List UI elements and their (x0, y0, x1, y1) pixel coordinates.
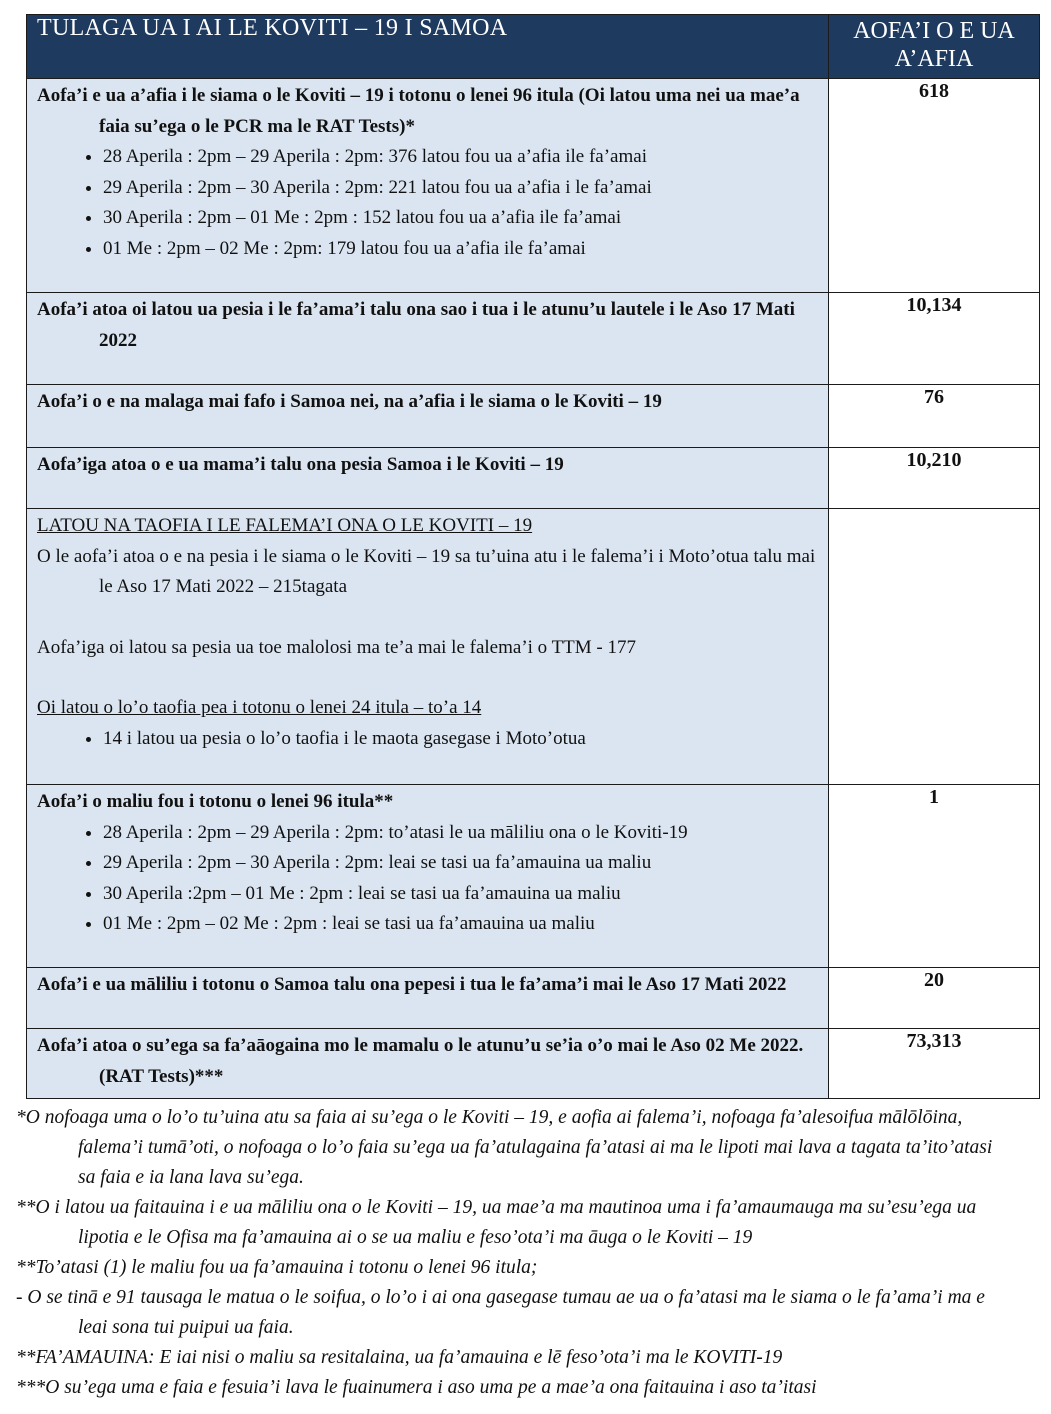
deaths-96h-list (37, 818, 820, 940)
cases-96h-list (37, 142, 820, 264)
table-row (27, 968, 1040, 1029)
footnote: ***O su’ega uma e faia e fesuia’i lava le fuainumera i aso uma pe a mae’a ona faitauina i aso ta’itasi (16, 1377, 817, 1398)
footnote: *O nofoaga uma o lo’o tu’uina atu sa faia ai su’ega o le Koviti – 19, e aofia ai falema’i, nofoaga fa’alesoifua mālōlōina, falema’i tumā’oti, o nofoaga o lo’o faia su’ega ua fa’atulagaina fa’atasi ai ma le lipoti mai lava a tagata ta’ito’atasi sa faia e ia lana lava su’ega. (16, 1107, 993, 1188)
deaths-96h-title: Aofa’i o maliu fou i totonu o lenei 96 itula** (37, 791, 394, 812)
list-item: • 01 Me : 2pm – 02 Me : 2pm: 179 latou fou ua a’afia ile fa’amai (103, 234, 820, 265)
deaths-total-value: 20 (829, 968, 1040, 1029)
hospital-list (37, 724, 820, 755)
table-title: TULAGA UA I AI LE KOVITI – 19 I SAMOA (27, 15, 829, 79)
table-row (27, 1029, 1040, 1099)
list-item: • 30 Aperila : 2pm – 01 Me : 2pm : 152 latou fou ua a’afia ile fa’amai (103, 203, 820, 234)
table-row (27, 79, 1040, 293)
table-row (27, 509, 1040, 785)
community-total-cell (27, 293, 829, 385)
list-item: • 29 Aperila : 2pm – 30 Aperila : 2pm: leai se tasi ua fa’amauina ua maliu (103, 848, 820, 879)
deaths-96h-value: 1 (829, 785, 1040, 968)
list-item: • 29 Aperila : 2pm – 30 Aperila : 2pm: 221 latou fou ua a’afia i le fa’amai (103, 173, 820, 204)
table-row (27, 293, 1040, 385)
status-table (26, 14, 1040, 1099)
total-recorded-value: 10,210 (829, 448, 1040, 509)
cases-96h-cell (27, 79, 829, 293)
deaths-96h-cell (27, 785, 829, 968)
total-recorded-title: Aofa’iga atoa o e ua mama’i talu ona pesia Samoa i le Koviti – 19 (37, 454, 564, 475)
table-header-row (27, 15, 1040, 79)
footnote: **FA’AMAUINA: E iai nisi o maliu sa resitalaina, ua fa’amauina e lē feso’ota’i ma le KOVITI-19 (16, 1347, 783, 1368)
border-cases-title: Aofa’i o e na malaga mai fafo i Samoa nei, na a’afia i le siama o le Koviti – 19 (37, 391, 662, 412)
cases-96h-value: 618 (829, 79, 1040, 293)
table-row (27, 785, 1040, 968)
footnote: **To’atasi (1) le maliu fou ua fa’amauina i totonu o lenei 96 itula; (16, 1257, 538, 1278)
footnotes (16, 1103, 1006, 1403)
hospital-recovered: Aofa’iga oi latou sa pesia ua toe malolosi ma te’a mai le falema’i o TTM - 177 (37, 636, 637, 658)
footnote: **O i latou ua faitauina i e ua māliliu ona o le Koviti – 19, ua mae’a ma mautinoa uma i fa’amaumauga ma su’esu’ega ua lipotia e le Ofisa ma fa’amauina ai o se ua maliu e feso’ota’i ma āuga o le Koviti – 19 (16, 1197, 977, 1248)
community-total-value: 10,134 (829, 293, 1040, 385)
list-item: • 14 i latou ua pesia o lo’o taofia i le maota gasegase i Moto’otua (103, 724, 820, 755)
hospital-current: Oi latou o lo’o taofia pea i totonu o lenei 24 itula – to’a 14 (37, 697, 482, 718)
list-item: • 28 Aperila : 2pm – 29 Aperila : 2pm: to’atasi le ua māliliu ona o le Koviti-19 (103, 818, 820, 849)
border-cases-cell (27, 385, 829, 448)
value-column-title: AOFA’I O E UA A’AFIA (829, 15, 1040, 79)
hospital-heading: LATOU NA TAOFIA I LE FALEMA’I ONA O LE KOVITI – 19 (37, 515, 533, 536)
list-item: • 01 Me : 2pm – 02 Me : 2pm : leai se tasi ua fa’amauina ua maliu (103, 909, 820, 940)
table-row (27, 448, 1040, 509)
covid-status-report (16, 14, 1039, 1403)
total-recorded-cell (27, 448, 829, 509)
list-item: • 28 Aperila : 2pm – 29 Aperila : 2pm: 376 latou fou ua a’afia ile fa’amai (103, 142, 820, 173)
cases-96h-title: Aofa’i e ua a’afia i le siama o le Koviti – 19 i totonu o lenei 96 itula (Oi latou uma nei ua mae’a faia su’ega o le PCR ma le RAT Tests)* (37, 85, 800, 137)
footnote: - O se tinā e 91 tausaga le matua o le soifua, o lo’o i ai ona gasegase tumau ae ua o fa’atasi ma le siama o le fa’ama’i ma e leai sona tui puipui ua faia. (16, 1287, 985, 1338)
tests-total-value: 73,313 (829, 1029, 1040, 1099)
tests-total-cell (27, 1029, 829, 1099)
list-item: • 30 Aperila :2pm – 01 Me : 2pm : leai se tasi ua fa’amauina ua maliu (103, 879, 820, 910)
community-total-title: Aofa’i atoa oi latou ua pesia i le fa’ama’i talu ona sao i tua i le atunu’u lautele i le Aso 17 Mati 2022 (37, 299, 795, 351)
hospital-cell (27, 509, 829, 785)
deaths-total-title: Aofa’i e ua māliliu i totonu o Samoa talu ona pepesi i tua le fa’ama’i mai le Aso 17 Mati 2022 (37, 974, 787, 995)
table-row (27, 385, 1040, 448)
border-cases-value: 76 (829, 385, 1040, 448)
hospital-admitted: O le aofa’i atoa o e na pesia i le siama o le Koviti – 19 sa tu’uina atu i le falema’i i Moto’otua talu mai le Aso 17 Mati 2022 – 215tagata (37, 545, 816, 597)
tests-total-title: Aofa’i atoa o su’ega sa fa’aāogaina mo le mamalu o le atunu’u se’ia o’o mai le Aso 02 Me 2022. (RAT Tests)*** (37, 1035, 804, 1087)
hospital-value (829, 509, 1040, 785)
deaths-total-cell (27, 968, 829, 1029)
